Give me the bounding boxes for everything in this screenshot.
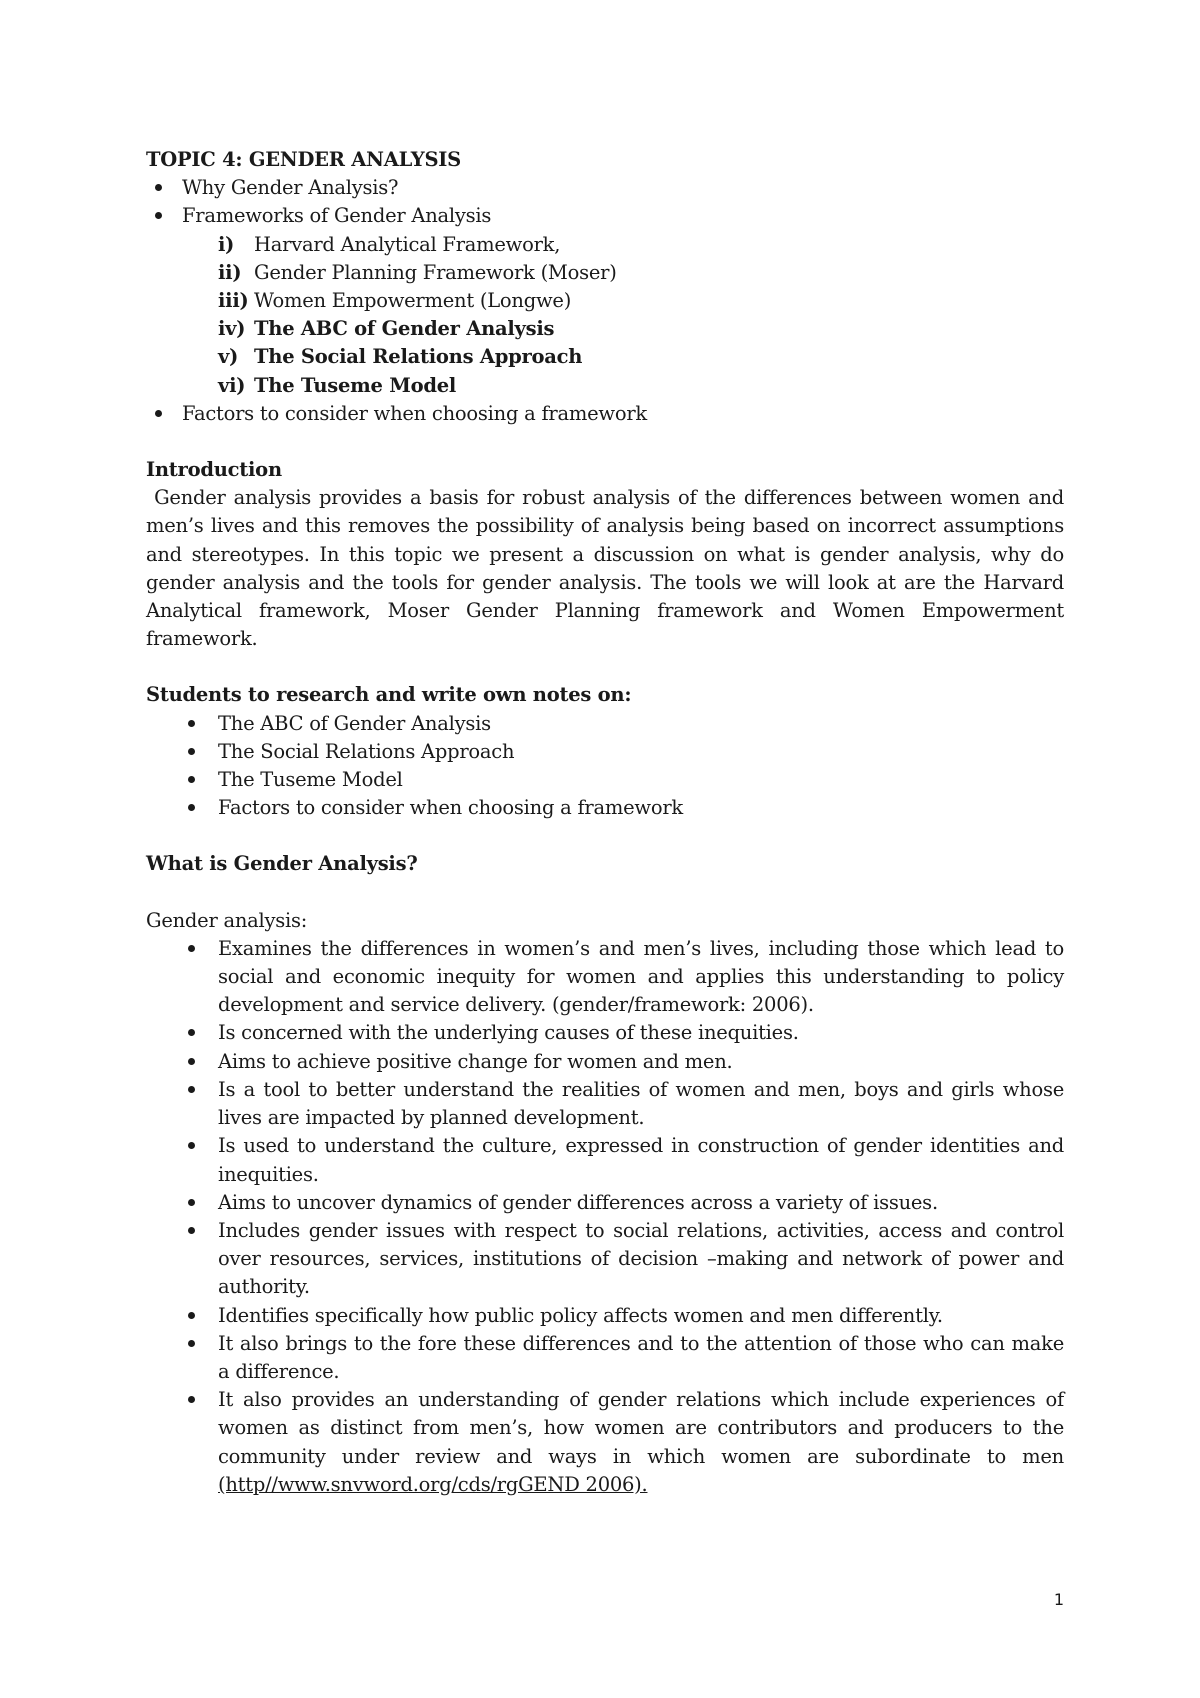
list-item: Examines the differences in women’s and men’s lives, including those which lead to social and economic inequity for women and applies this understanding to policy development and service delivery. (gender/framework: 2006). — [146, 935, 1064, 1020]
framework-label: Gender Planning Framework (Moser) — [254, 260, 617, 284]
list-item — [146, 1386, 1064, 1499]
framework-item — [218, 231, 1064, 259]
document-page — [146, 146, 1070, 1499]
framework-item — [218, 343, 1064, 371]
framework-item — [218, 259, 1064, 287]
gender-analysis-list — [146, 935, 1064, 1499]
framework-number: iv) — [218, 317, 246, 341]
reference-link[interactable]: (http//www.snvword.org/cds/rgGEND 2006). — [218, 1472, 648, 1496]
framework-item — [218, 372, 1064, 400]
page-title: TOPIC 4: GENDER ANALYSIS — [146, 148, 462, 171]
list-item: Is used to understand the culture, expressed in construction of gender identities and inequities. — [146, 1132, 1064, 1188]
framework-label: The Social Relations Approach — [254, 345, 583, 369]
list-item-text: It also provides an understanding of gender relations which include experiences of women as distinct from men’s, how women are contributors and producers to the community under review and ways in which women are subordinate to men — [218, 1388, 1064, 1468]
outline-item: Frameworks of Gender Analysis — [146, 202, 1064, 230]
framework-number: iii) — [218, 289, 249, 313]
framework-number: v) — [218, 345, 239, 369]
topic-outline-end — [146, 400, 1064, 428]
outline-item: Factors to consider when choosing a framework — [146, 400, 1064, 428]
list-item: Identifies specifically how public policy affects women and men differently. — [146, 1302, 1064, 1330]
framework-label: Harvard Analytical Framework, — [254, 232, 561, 256]
page-number: 1 — [1053, 1590, 1064, 1609]
introduction-paragraph: Gender analysis provides a basis for robust analysis of the differences between women and men’s lives and this removes the possibility of analysis being based on incorrect assumptions and stereotypes. In this topic we present a discussion on what is gender analysis, why do gender analysis and the tools for gender analysis. The tools we will look at are the Harvard Analytical framework, Moser Gender Planning framework and Women Empowerment framework. — [146, 486, 1070, 651]
framework-label: The ABC of Gender Analysis — [254, 317, 555, 341]
list-item: Factors to consider when choosing a framework — [146, 794, 1064, 822]
framework-number: vi) — [218, 373, 246, 397]
list-item: Includes gender issues with respect to social relations, activities, access and control over resources, services, institutions of decision –making and network of power and authority. — [146, 1217, 1064, 1302]
framework-label: Women Empowerment (Longwe) — [254, 289, 572, 313]
topic-outline — [146, 174, 1064, 230]
research-heading: Students to research and write own notes on: — [146, 683, 632, 707]
introduction-heading: Introduction — [146, 458, 282, 482]
framework-item — [218, 287, 1064, 315]
framework-number: i) — [218, 232, 235, 256]
list-item: Is a tool to better understand the realities of women and men, boys and girls whose lives are impacted by planned development. — [146, 1076, 1064, 1132]
research-list — [146, 710, 1064, 823]
framework-item — [218, 315, 1064, 343]
list-item: It also brings to the fore these differences and to the attention of those who can make a difference. — [146, 1330, 1064, 1386]
what-is-lead: Gender analysis: — [146, 908, 308, 932]
framework-number: ii) — [218, 260, 242, 284]
outline-item: Why Gender Analysis? — [146, 174, 1064, 202]
list-item: The ABC of Gender Analysis — [146, 710, 1064, 738]
list-item: The Social Relations Approach — [146, 738, 1064, 766]
what-is-heading: What is Gender Analysis? — [146, 852, 418, 876]
list-item: Aims to achieve positive change for women and men. — [146, 1048, 1064, 1076]
list-item: Aims to uncover dynamics of gender differences across a variety of issues. — [146, 1189, 1064, 1217]
frameworks-list — [146, 231, 1064, 400]
list-item: The Tuseme Model — [146, 766, 1064, 794]
framework-label: The Tuseme Model — [254, 373, 457, 397]
list-item: Is concerned with the underlying causes of these inequities. — [146, 1019, 1064, 1047]
